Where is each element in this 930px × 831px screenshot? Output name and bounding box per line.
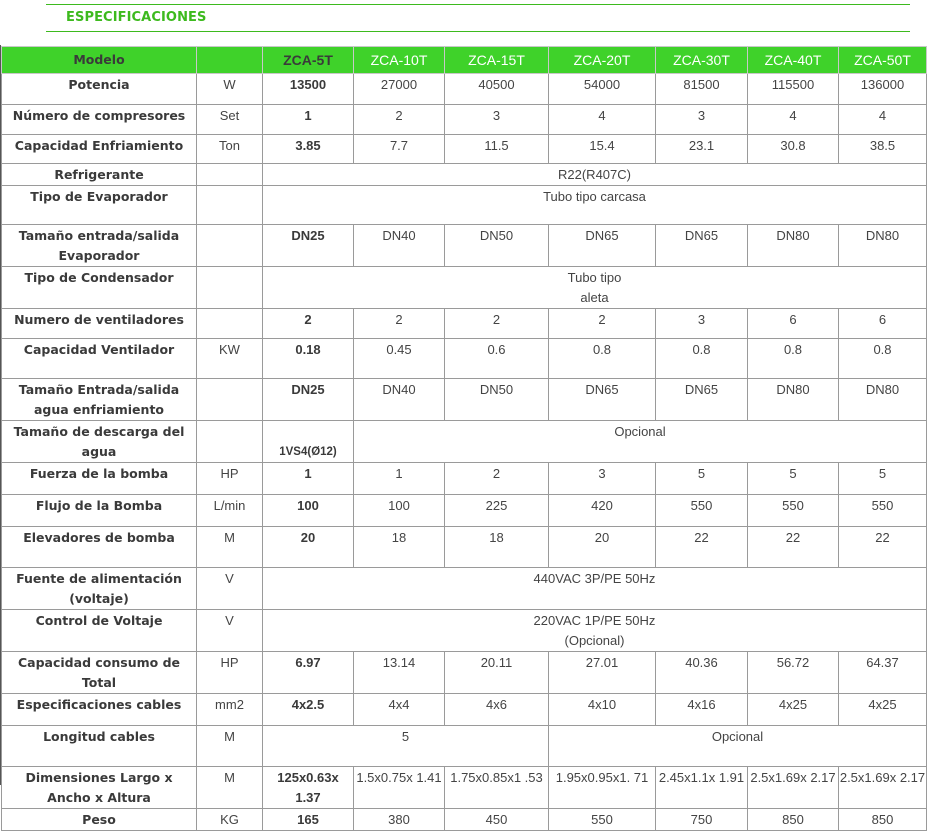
row-value: 0.45 (354, 339, 445, 379)
row-value: 850 (839, 809, 927, 831)
spec-row-fuerza (2, 463, 927, 495)
row-value: 2 (354, 105, 445, 135)
row-unit: V (197, 610, 263, 652)
row-value: DN65 (656, 379, 748, 421)
row-value: 4 (549, 105, 656, 135)
row-unit (197, 164, 263, 186)
row-value: 4x2.5 (263, 694, 354, 726)
row-value: 3 (549, 463, 656, 495)
row-value: 20 (263, 527, 354, 568)
row-unit (197, 379, 263, 421)
row-value: 0.8 (549, 339, 656, 379)
row-label: Capacidad consumo de Total (2, 652, 197, 694)
spec-row-potencia (2, 74, 927, 105)
row-value: 1.75x0.85x1 .53 (445, 767, 549, 809)
span-line: aleta (580, 290, 609, 305)
row-value: DN80 (839, 379, 927, 421)
row-unit (197, 186, 263, 225)
row-value: 30.8 (748, 135, 839, 164)
row-unit: HP (197, 463, 263, 495)
row-value: 4 (748, 105, 839, 135)
row-value: 550 (839, 495, 927, 527)
spec-row-ventiladores (2, 309, 927, 339)
span-line: (Opcional) (564, 633, 625, 648)
row-unit: M (197, 767, 263, 809)
row-value: 20.11 (445, 652, 549, 694)
row-unit: Set (197, 105, 263, 135)
row-value: 4x10 (549, 694, 656, 726)
row-label: Tipo de Condensador (2, 267, 197, 309)
row-label: Control de Voltaje (2, 610, 197, 652)
row-label: Refrigerante (2, 164, 197, 186)
row-value: 0.6 (445, 339, 549, 379)
row-value: 380 (354, 809, 445, 831)
row-value: 850 (748, 809, 839, 831)
spec-row-enfriamiento (2, 135, 927, 164)
row-value: 450 (445, 809, 549, 831)
row-value: 2 (263, 309, 354, 339)
row-value: 2 (445, 463, 549, 495)
header-model-name: ZCA-10T (354, 47, 445, 74)
row-label: Longitud cables (2, 726, 197, 767)
row-value: 2 (445, 309, 549, 339)
row-value: 0.18 (263, 339, 354, 379)
row-span-value: Tubo tipo carcasa (263, 186, 927, 225)
header-model-name: ZCA-5T (263, 47, 354, 74)
spec-row-consumo (2, 652, 927, 694)
row-label: Especificaciones cables (2, 694, 197, 726)
row-span-value (263, 267, 927, 309)
row-unit: V (197, 568, 263, 610)
header-model-name: ZCA-40T (748, 47, 839, 74)
spec-row-flujo (2, 495, 927, 527)
spec-row-cables (2, 694, 927, 726)
row-value: 40500 (445, 74, 549, 105)
span-line: 220VAC 1P/PE 50Hz (533, 613, 656, 628)
row-unit: KW (197, 339, 263, 379)
spec-row-elevadores (2, 527, 927, 568)
spec-row-dimensiones (2, 767, 927, 809)
row-value: 1 (263, 105, 354, 135)
row-label: Dimensiones Largo x Ancho x Altura (2, 767, 197, 809)
row-span-value (263, 610, 927, 652)
row-unit (197, 421, 263, 463)
row-value: 6 (839, 309, 927, 339)
row-value: 1 (263, 463, 354, 495)
row-unit: M (197, 726, 263, 767)
row-value: 27.01 (549, 652, 656, 694)
row-label: Capacidad Enfriamiento (2, 135, 197, 164)
row-label: Fuente de alimentación (voltaje) (2, 568, 197, 610)
row-value: 81500 (656, 74, 748, 105)
row-value: 13.14 (354, 652, 445, 694)
row-unit: Ton (197, 135, 263, 164)
spec-row-condensador (2, 267, 927, 309)
row-unit: L/min (197, 495, 263, 527)
page-title: ESPECIFICACIONES (66, 10, 207, 25)
row-label: Elevadores de bomba (2, 527, 197, 568)
row-value: 3 (445, 105, 549, 135)
row-value: 0.8 (839, 339, 927, 379)
row-value: 18 (445, 527, 549, 568)
row-value: 3 (656, 309, 748, 339)
row-value: 750 (656, 809, 748, 831)
row-value: 6 (748, 309, 839, 339)
row-value: 1 (354, 463, 445, 495)
row-span-value: Opcional (549, 726, 927, 767)
row-unit: mm2 (197, 694, 263, 726)
row-value: 2.5x1.69x 2.17 (839, 767, 927, 809)
row-value: 5 (748, 463, 839, 495)
row-value: 6.97 (263, 652, 354, 694)
row-value: 2.45x1.1x 1.91 (656, 767, 748, 809)
row-unit: W (197, 74, 263, 105)
row-value: 100 (354, 495, 445, 527)
spec-row-longitud (2, 726, 927, 767)
row-label: Peso (2, 809, 197, 831)
row-label: Tamaño Entrada/salida agua enfriamiento (2, 379, 197, 421)
row-value: 550 (656, 495, 748, 527)
row-value: 4x6 (445, 694, 549, 726)
title-divider (46, 31, 910, 32)
row-value: 3 (656, 105, 748, 135)
row-value: 4x25 (748, 694, 839, 726)
row-value: 550 (549, 809, 656, 831)
row-value: 2 (354, 309, 445, 339)
row-value: 136000 (839, 74, 927, 105)
row-value: 5 (656, 463, 748, 495)
row-label: Tamaño entrada/salida Evaporador (2, 225, 197, 267)
row-value: 1.95x0.95x1. 71 (549, 767, 656, 809)
row-value: 4x4 (354, 694, 445, 726)
row-value: DN80 (839, 225, 927, 267)
spec-row-peso (2, 809, 927, 831)
row-value: 4 (839, 105, 927, 135)
row-value: 7.7 (354, 135, 445, 164)
row-value: DN80 (748, 379, 839, 421)
row-value: 20 (549, 527, 656, 568)
row-value: 22 (748, 527, 839, 568)
row-value: 225 (445, 495, 549, 527)
spec-row-compresores (2, 105, 927, 135)
spec-row-evaporador (2, 186, 927, 225)
row-label: Potencia (2, 74, 197, 105)
row-value: 0.8 (748, 339, 839, 379)
top-divider (46, 4, 910, 5)
row-value: 38.5 (839, 135, 927, 164)
row-value: 1.5x0.75x 1.41 (354, 767, 445, 809)
row-value: 54000 (549, 74, 656, 105)
row-value: 4x16 (656, 694, 748, 726)
row-label: Flujo de la Bomba (2, 495, 197, 527)
row-value: 56.72 (748, 652, 839, 694)
row-value: DN65 (549, 225, 656, 267)
row-value: 550 (748, 495, 839, 527)
row-unit: M (197, 527, 263, 568)
row-unit (197, 309, 263, 339)
row-value: 27000 (354, 74, 445, 105)
header-model-name: ZCA-15T (445, 47, 549, 74)
row-value: DN50 (445, 379, 549, 421)
row-value: 1VS4(Ø12) (263, 421, 354, 463)
row-value: 18 (354, 527, 445, 568)
row-value: 22 (839, 527, 927, 568)
row-value: DN25 (263, 225, 354, 267)
row-value: DN65 (656, 225, 748, 267)
row-span-value: R22(R407C) (263, 164, 927, 186)
spec-row-header (2, 47, 927, 74)
spec-row-descarga (2, 421, 927, 463)
spec-row-cap_vent (2, 339, 927, 379)
row-unit: KG (197, 809, 263, 831)
row-span-value: 5 (263, 726, 549, 767)
row-label: Tamaño de descarga del agua (2, 421, 197, 463)
row-value: DN25 (263, 379, 354, 421)
row-value: 4x25 (839, 694, 927, 726)
row-value: 2.5x1.69x 2.17 (748, 767, 839, 809)
spec-row-tam_agua (2, 379, 927, 421)
row-value: 5 (839, 463, 927, 495)
row-label: Tipo de Evaporador (2, 186, 197, 225)
row-unit (197, 225, 263, 267)
row-value: DN65 (549, 379, 656, 421)
header-model-name: ZCA-20T (549, 47, 656, 74)
row-value: 22 (656, 527, 748, 568)
row-unit (197, 267, 263, 309)
row-value: 13500 (263, 74, 354, 105)
row-value: 420 (549, 495, 656, 527)
row-value: 23.1 (656, 135, 748, 164)
row-value: 115500 (748, 74, 839, 105)
spec-row-control (2, 610, 927, 652)
row-span-value: 440VAC 3P/PE 50Hz (263, 568, 927, 610)
row-value: 40.36 (656, 652, 748, 694)
row-value: DN50 (445, 225, 549, 267)
header-model-name: ZCA-30T (656, 47, 748, 74)
row-value: 3.85 (263, 135, 354, 164)
row-label: Fuerza de la bomba (2, 463, 197, 495)
row-value: 0.8 (656, 339, 748, 379)
row-value: 165 (263, 809, 354, 831)
row-value: 15.4 (549, 135, 656, 164)
row-label: Número de compresores (2, 105, 197, 135)
row-label: Numero de ventiladores (2, 309, 197, 339)
row-value: 11.5 (445, 135, 549, 164)
header-model: Modelo (2, 47, 197, 74)
header-unit (197, 47, 263, 74)
row-value: 100 (263, 495, 354, 527)
header-model-name: ZCA-50T (839, 47, 927, 74)
row-unit: HP (197, 652, 263, 694)
spec-row-refrigerante (2, 164, 927, 186)
row-value: DN80 (748, 225, 839, 267)
spec-row-fuente (2, 568, 927, 610)
row-value: DN40 (354, 225, 445, 267)
row-label: Capacidad Ventilador (2, 339, 197, 379)
row-value: 125x0.63x 1.37 (263, 767, 354, 809)
row-value: 2 (549, 309, 656, 339)
row-value: DN40 (354, 379, 445, 421)
spec-table (1, 46, 927, 831)
span-line: Tubo tipo (567, 270, 622, 285)
spec-row-tam_evap (2, 225, 927, 267)
row-value: 64.37 (839, 652, 927, 694)
row-span-value: Opcional (354, 421, 927, 463)
